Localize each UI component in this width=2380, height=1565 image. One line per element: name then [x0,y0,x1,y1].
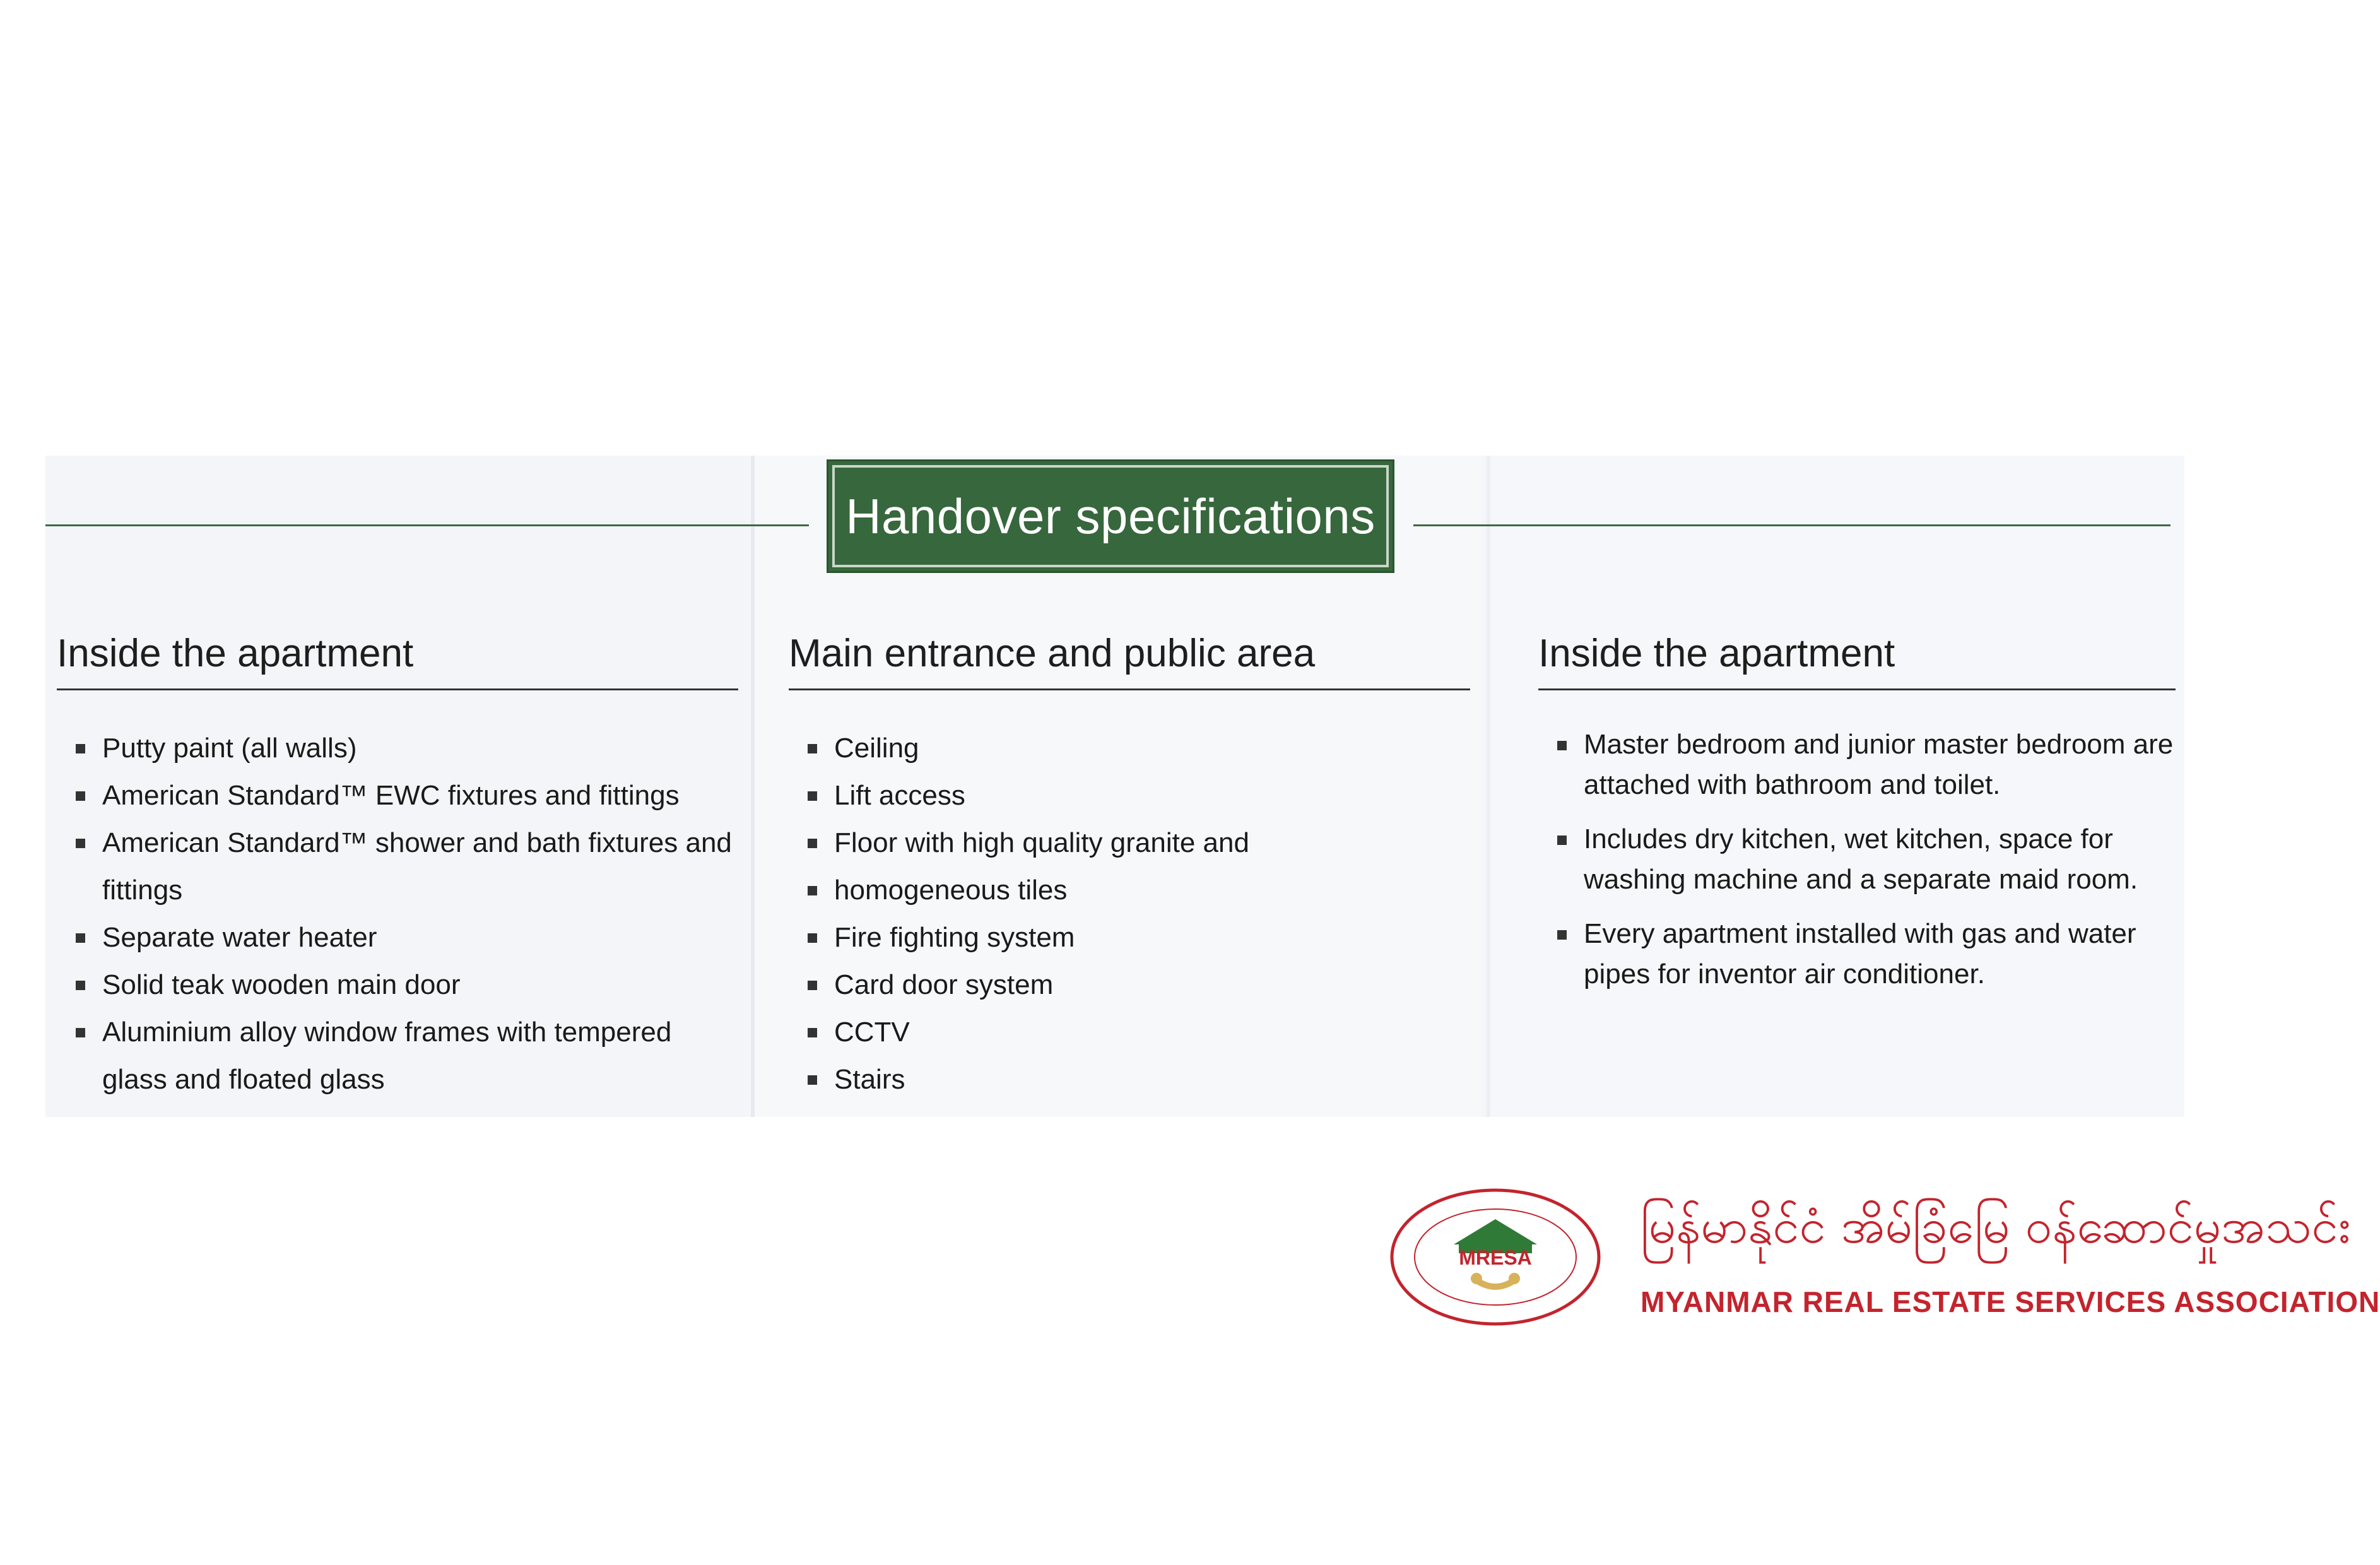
bullet-icon [808,1028,817,1037]
bullet-icon [1557,930,1567,940]
bullet-icon [76,1028,85,1037]
page-title-box [827,459,1394,573]
bullet-icon [76,744,85,753]
list-item: American Standard™ shower and bath fixtures and fittings [57,819,738,914]
list-item: Card door system [789,961,1470,1008]
logo-name-myanmar: မြန်မာနိုင်ငံ အိမ်ခြံမြေ ဝန်ဆောင်မှုအသင်း [1641,1198,2351,1254]
bullet-icon [808,791,817,801]
column-inside-apartment-1 [57,631,738,1103]
list-item: Every apartment installed with gas and water pipes for inventor air conditioner. [1538,914,2176,995]
bullet-icon [808,933,817,943]
list-item: Ceiling [789,724,1470,772]
column-heading: Main entrance and public area [789,631,1470,690]
list-item: homogeneous tiles [789,866,1470,914]
column-inside-apartment-2 [1538,631,2176,1008]
bullet-icon [808,981,817,990]
spec-list [57,724,738,1103]
bullet-icon [808,1075,817,1085]
page-title: Handover specifications [845,488,1376,544]
bullet-icon [808,886,817,895]
bullet-icon [76,981,85,990]
logo-name-english: MYANMAR REAL ESTATE SERVICES ASSOCIATION [1641,1285,2380,1318]
list-item: Floor with high quality granite and [789,819,1470,866]
list-item: Aluminium alloy window frames with tempered glass and floated glass [57,1008,738,1103]
list-item: American Standard™ EWC fixtures and fittings [57,772,738,819]
bullet-icon [808,839,817,848]
spec-list [1538,724,2176,995]
bullet-icon [1557,836,1567,845]
list-item: Fire fighting system [789,914,1470,961]
column-main-entrance [789,631,1470,1103]
list-item: Lift access [789,772,1470,819]
bullet-icon [76,839,85,848]
list-item: CCTV [789,1008,1470,1056]
list-item: Putty paint (all walls) [57,724,738,772]
list-item: Separate water heater [57,914,738,961]
bullet-icon [808,744,817,753]
title-rule-left [45,524,809,526]
list-item: Solid teak wooden main door [57,961,738,1008]
list-item: Stairs [789,1056,1470,1103]
seal-label: MRESA [1459,1246,1532,1269]
column-heading: Inside the apartment [1538,631,2176,690]
list-item: Includes dry kitchen, wet kitchen, space for washing machine and a separate maid room. [1538,819,2176,900]
list-item: Master bedroom and junior master bedroom are attached with bathroom and toilet. [1538,724,2176,805]
spec-list [789,724,1470,1103]
column-heading: Inside the apartment [57,631,738,690]
mresa-seal-logo [1388,1186,1603,1328]
bullet-icon [1557,741,1567,750]
title-rule-right [1413,524,2171,526]
bullet-icon [76,933,85,943]
bullet-icon [76,791,85,801]
